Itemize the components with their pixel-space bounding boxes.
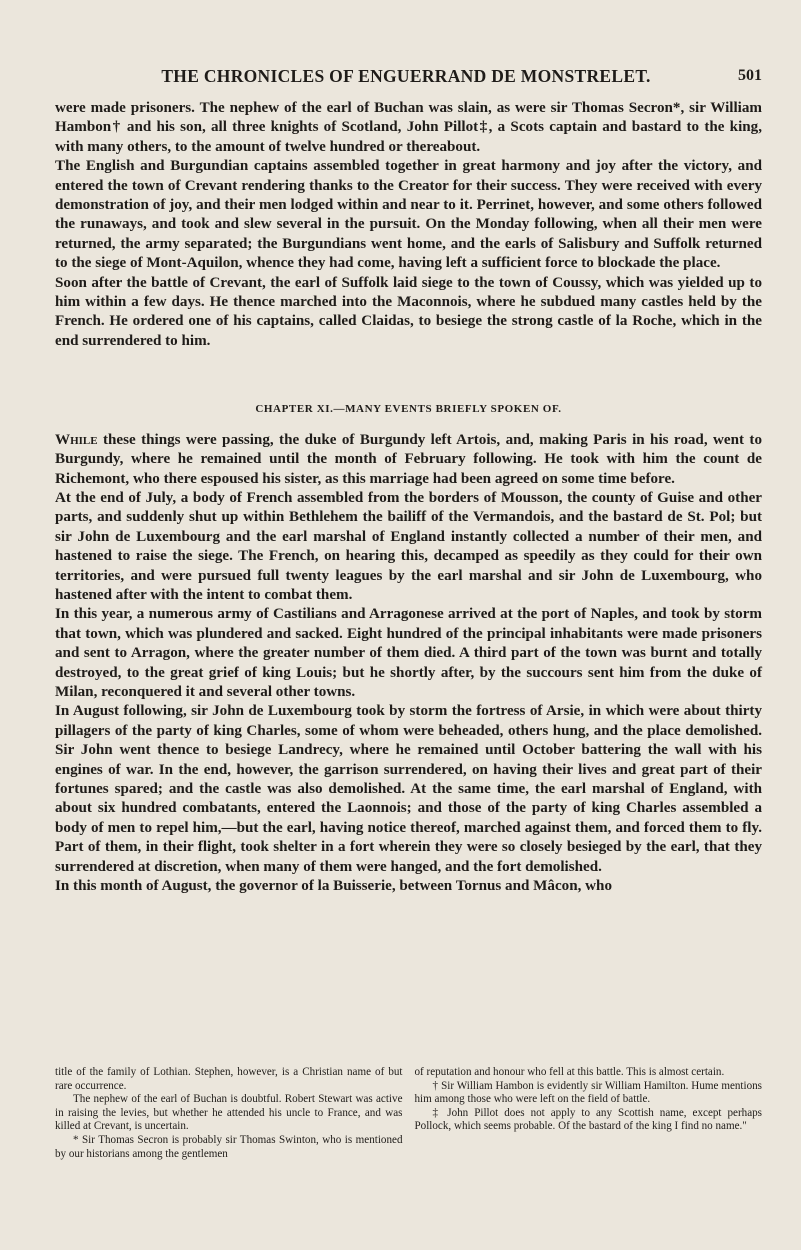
footnotes bbox=[55, 1066, 762, 1161]
paragraph: were made prisoners. The nephew of the earl of Buchan was slain, as were sir Thomas Secron*, sir William Hambon† and his son, all three knights of Scotland, John Pillot‡, a Scots captain and bastard to the king, with many others, to the amount of twelve hundred or thereabout. bbox=[55, 100, 762, 155]
paragraph bbox=[55, 431, 762, 489]
page-number: 501 bbox=[738, 67, 762, 84]
footnote-column-left bbox=[55, 1066, 403, 1161]
main-text bbox=[55, 99, 762, 896]
footnote: ‡ John Pillot does not apply to any Scottish name, except perhaps Pollock, which seems probable. Of the bastard of the king I find no name." bbox=[414, 1106, 762, 1133]
paragraph: In this year, a numerous army of Castilians and Arragonese arrived at the port of Naples, and took by storm that town, which was plundered and sacked. Eight hundred of the principal inhabitants were made prisoners and sent to Arragon, where the greater number of them died. A third part of the town was burnt and totally destroyed, to the great grief of king Louis; but he shortly after, by the succours sent him from the duke of Milan, reconquered it and several other towns. bbox=[55, 606, 762, 700]
page-title: THE CHRONICLES OF ENGUERRAND DE MONSTRELET. bbox=[161, 66, 651, 86]
paragraph: At the end of July, a body of French assembled from the borders of Mousson, the county of Guise and other parts, and suddenly shut up within Bethlehem the bailiff of the Vermandois, and the bastard de St. Pol; but sir John de Luxembourg and the earl marshal of England instantly collected a number of their men, and hastened to raise the siege. The French, on hearing this, decamped as speedily as they could for their own territories, and were pursued full twenty leagues by the earl marshal and sir John de Luxembourg, who hastened after with the intent to combat them. bbox=[55, 489, 762, 603]
footnote: title of the family of Lothian. Stephen, however, is a Christian name of but rare occurrence. bbox=[55, 1066, 403, 1092]
paragraph: The English and Burgundian captains assembled together in great harmony and joy after the victory, and entered the town of Crevant rendering thanks to the Creator for their success. They were received with every demonstration of joy, and their men lodged within and near to it. Perrinet, however, and some others followed the runaways, and took and slew several in the pursuit. On the Monday following, when all their men were returned, the army separated; the Burgundians went home, and the earls of Salisbury and Suffolk returned to the siege of Mont-Aquilon, whence they had come, having left a sufficient force to blockade the place. bbox=[55, 158, 762, 272]
footnote-column-right bbox=[415, 1066, 763, 1161]
lead-word: While bbox=[55, 431, 98, 448]
footnote: * Sir Thomas Secron is probably sir Thomas Swinton, who is mentioned by our historians among the gentlemen bbox=[55, 1133, 403, 1160]
footnote: of reputation and honour who fell at this battle. This is almost certain. bbox=[414, 1066, 725, 1078]
chapter-heading: CHAPTER XI.—MANY EVENTS BRIEFLY SPOKEN OF. bbox=[255, 403, 562, 416]
paragraph: Soon after the battle of Crevant, the earl of Suffolk laid siege to the town of Coussy, which was yielded up to him within a few days. He thence marched into the Maconnois, where he subdued many castles held by the French. He ordered one of his captains, called Claidas, to besiege the strong castle of la Roche, which in the end surrendered to him. bbox=[55, 274, 762, 349]
paragraph: In this month of August, the governor of la Buisserie, between Tornus and Mâcon, who bbox=[55, 878, 612, 895]
footnote: † Sir William Hambon is evidently sir William Hamilton. Hume mentions him among those who were left on the field of battle. bbox=[414, 1079, 762, 1106]
running-header bbox=[50, 66, 762, 86]
footnote: The nephew of the earl of Buchan is doubtful. Robert Stewart was active in raising the levies, but whether he attended his uncle to France, and was killed at Crevant, is uncertain. bbox=[55, 1093, 403, 1133]
paragraph: In August following, sir John de Luxembourg took by storm the fortress of Arsie, in which were about thirty pillagers of the party of king Charles, some of whom were beheaded, others hung, and the place demolished. Sir John went thence to besiege Landrecy, where he remained until October battering the wall with his engines of war. In the end, however, the garrison surrendered, on having their lives and great part of their fortunes spared; and the castle was also demolished. At the same time, the earl marshal of England, with about six hundred combatants, entered the Laonnois; and those of the party of king Charles assembled a body of men to repel him,—but the earl, having notice thereof, marched against them, and forced them to fly. Part of them, in their flight, took shelter in a fort wherein they were so closely besieged by the earl, that they surrendered at discretion, when many of them were hanged, and the fort demolished. bbox=[55, 703, 762, 875]
paragraph-text: these things were passing, the duke of Burgundy left Artois, and, making Paris in his road, went to Burgundy, where he remained until the month of February following. He took with him the count de Richemont, who there espoused his sister, as this marriage had been agreed on some time before. bbox=[55, 431, 762, 487]
